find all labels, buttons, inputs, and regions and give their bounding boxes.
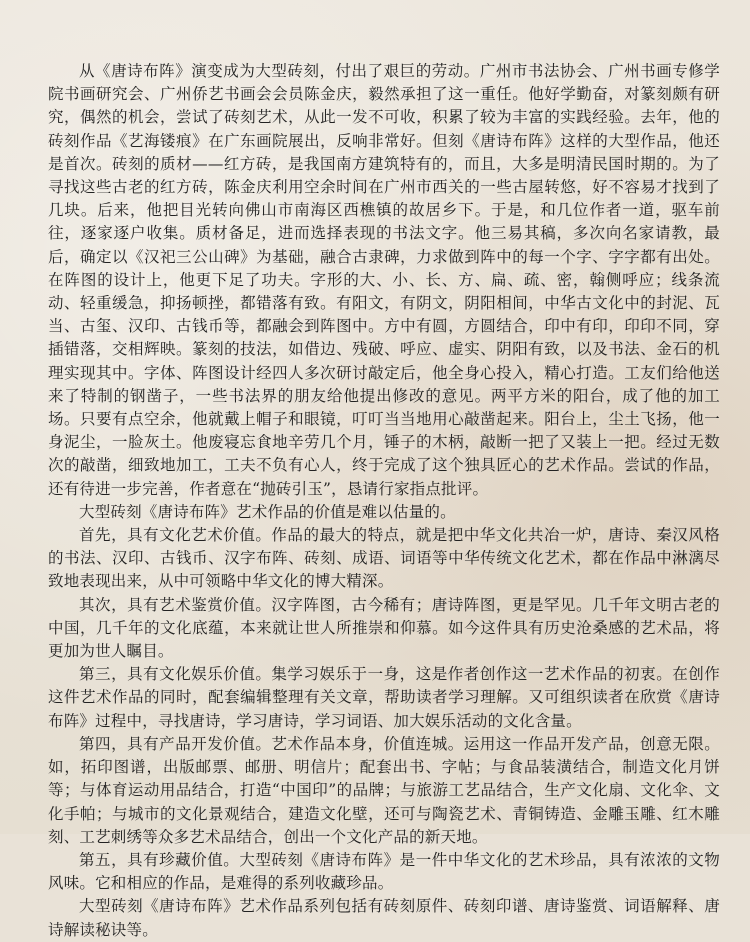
paragraph-entertainment-value: 第三，具有文化娱乐价值。集学习娱乐于一身，这是作者创作这一艺术作品的初衷。在创作这件艺术作品的同时，配套编辑整理有关文章，帮助读者学习理解。又可组织读者在欣赏《唐诗布阵》过程中，寻找唐诗，学习唐诗，学习词语、加大娱乐活动的文化含量。 xyxy=(48,665,720,730)
paragraph-creation-process: 从《唐诗布阵》演变成为大型砖刻，付出了艰巨的劳动。广州市书法协会、广州书画专修学院书画研究会、广州侨艺书画会会员陈金庆，毅然承担了这一重任。他好学勤奋，对篆刻颇有研究，偶然的机会，尝试了砖刻艺术，从此一发不可收，积累了较为丰富的实践经验。去年，他的砖刻作品《艺海镂痕》在广东画院展出，反响非常好。但刻《唐诗布阵》这样的大型作品，他还是首次。砖刻的质材——红方砖，是我国南方建筑特有的，而且，大多是明清民国时期的。为了寻找这些古老的红方砖，陈金庆利用空余时间在广州市西关的一些古屋转悠，好不容易才找到了几块。后来，他把目光转向佛山市南海区西樵镇的故居乡下。于是，和几位作者一道，驱车前往，逐家逐户收集。质材备足，进而选择表现的书法文字。他三易其稿，多次向名家请教，最后，确定以《汉祀三公山碑》为基础，融合古隶碑，力求做到阵中的每一个字、字字都有出处。在阵图的设计上，他更下足了功夫。字形的大、小、长、方、扁、疏、密，翰侧呼应；线条流动、轻重缓急，抑扬顿挫，都错落有致。有阳文，有阴文，阴阳相间，中华古文化中的封泥、瓦当、古玺、汉印、古钱币等，都融会到阵图中。方中有圆，方圆结合，印中有印，印印不同，穿插错落，交相辉映。篆刻的技法，如借边、残破、呼应、虚实、阴阳有致，以及书法、金石的机理实现其中。字体、阵图设计经四人多次研讨敲定后，他全身心投入，精心打造。工友们给他送来了特制的钢凿子，一些书法界的朋友给他提出修改的意见。两平方米的阳台，成了他的加工场。只要有点空余，他就戴上帽子和眼镜，叮叮当当地用心敲凿起来。阳台上，尘土飞扬，他一身泥尘，一脸灰土。他废寝忘食地辛劳几个月，锤子的木柄，敲断一把了又装上一把。经过无数次的敲凿，细致地加工，工夫不负有心人，终于完成了这个独具匠心的艺术作品。尝试的作品，还有待进一步完善，作者意在“抛砖引玉”，恳请行家指点批评。 xyxy=(48,62,720,498)
paragraph-collection-value: 第五，具有珍藏价值。大型砖刻《唐诗布阵》是一件中华文化的艺术珍品，具有浓浓的文物风味。它和相应的作品，是难得的系列收藏珍品。 xyxy=(48,850,720,893)
paragraph-appreciation-value: 其次，具有艺术鉴赏价值。汉字阵图，古今稀有；唐诗阵图，更是罕见。几千年文明古老的中国，几千年的文化底蕴，本来就让世人所推崇和仰慕。如今这件具有历史沧桑感的艺术品，将更加为世人瞩目。 xyxy=(48,595,720,661)
paragraph-series-contents: 大型砖刻《唐诗布阵》艺术作品系列包括有砖刻原件、砖刻印谱、唐诗鉴赏、词语解释、唐诗解读秘诀等。 xyxy=(48,897,720,939)
paragraph-value-intro: 大型砖刻《唐诗布阵》艺术作品的价值是难以估量的。 xyxy=(79,502,456,521)
paragraph-product-value: 第四，具有产品开发价值。艺术作品本身，价值连城。运用这一作品开发产品，创意无限。如，拓印图谱，出版邮票、邮册、明信片；配套出书、字帖；与食品装潢结合，制造文化月饼等；与体育运动用品结合，打造“中国印”的品牌；与旅游工艺品结合，生产文化扇、文化伞、文化手帕；与城市的文化景观结合，建造文化壁，还可与陶瓷艺术、青铜铸造、金雕玉雕、红木雕刻、工艺刺绣等众多艺术品结合，创出一个文化产品的新天地。 xyxy=(48,734,720,846)
paragraph-cultural-value: 首先，具有文化艺术价值。作品的最大的特点，就是把中华文化共冶一炉，唐诗、秦汉风格的书法、汉印、古钱币、汉字布阵、砖刻、成语、词语等中华传统文化艺术，都在作品中淋漓尽致地表现出来，从中可领略中华文化的博大精深。 xyxy=(48,526,720,591)
